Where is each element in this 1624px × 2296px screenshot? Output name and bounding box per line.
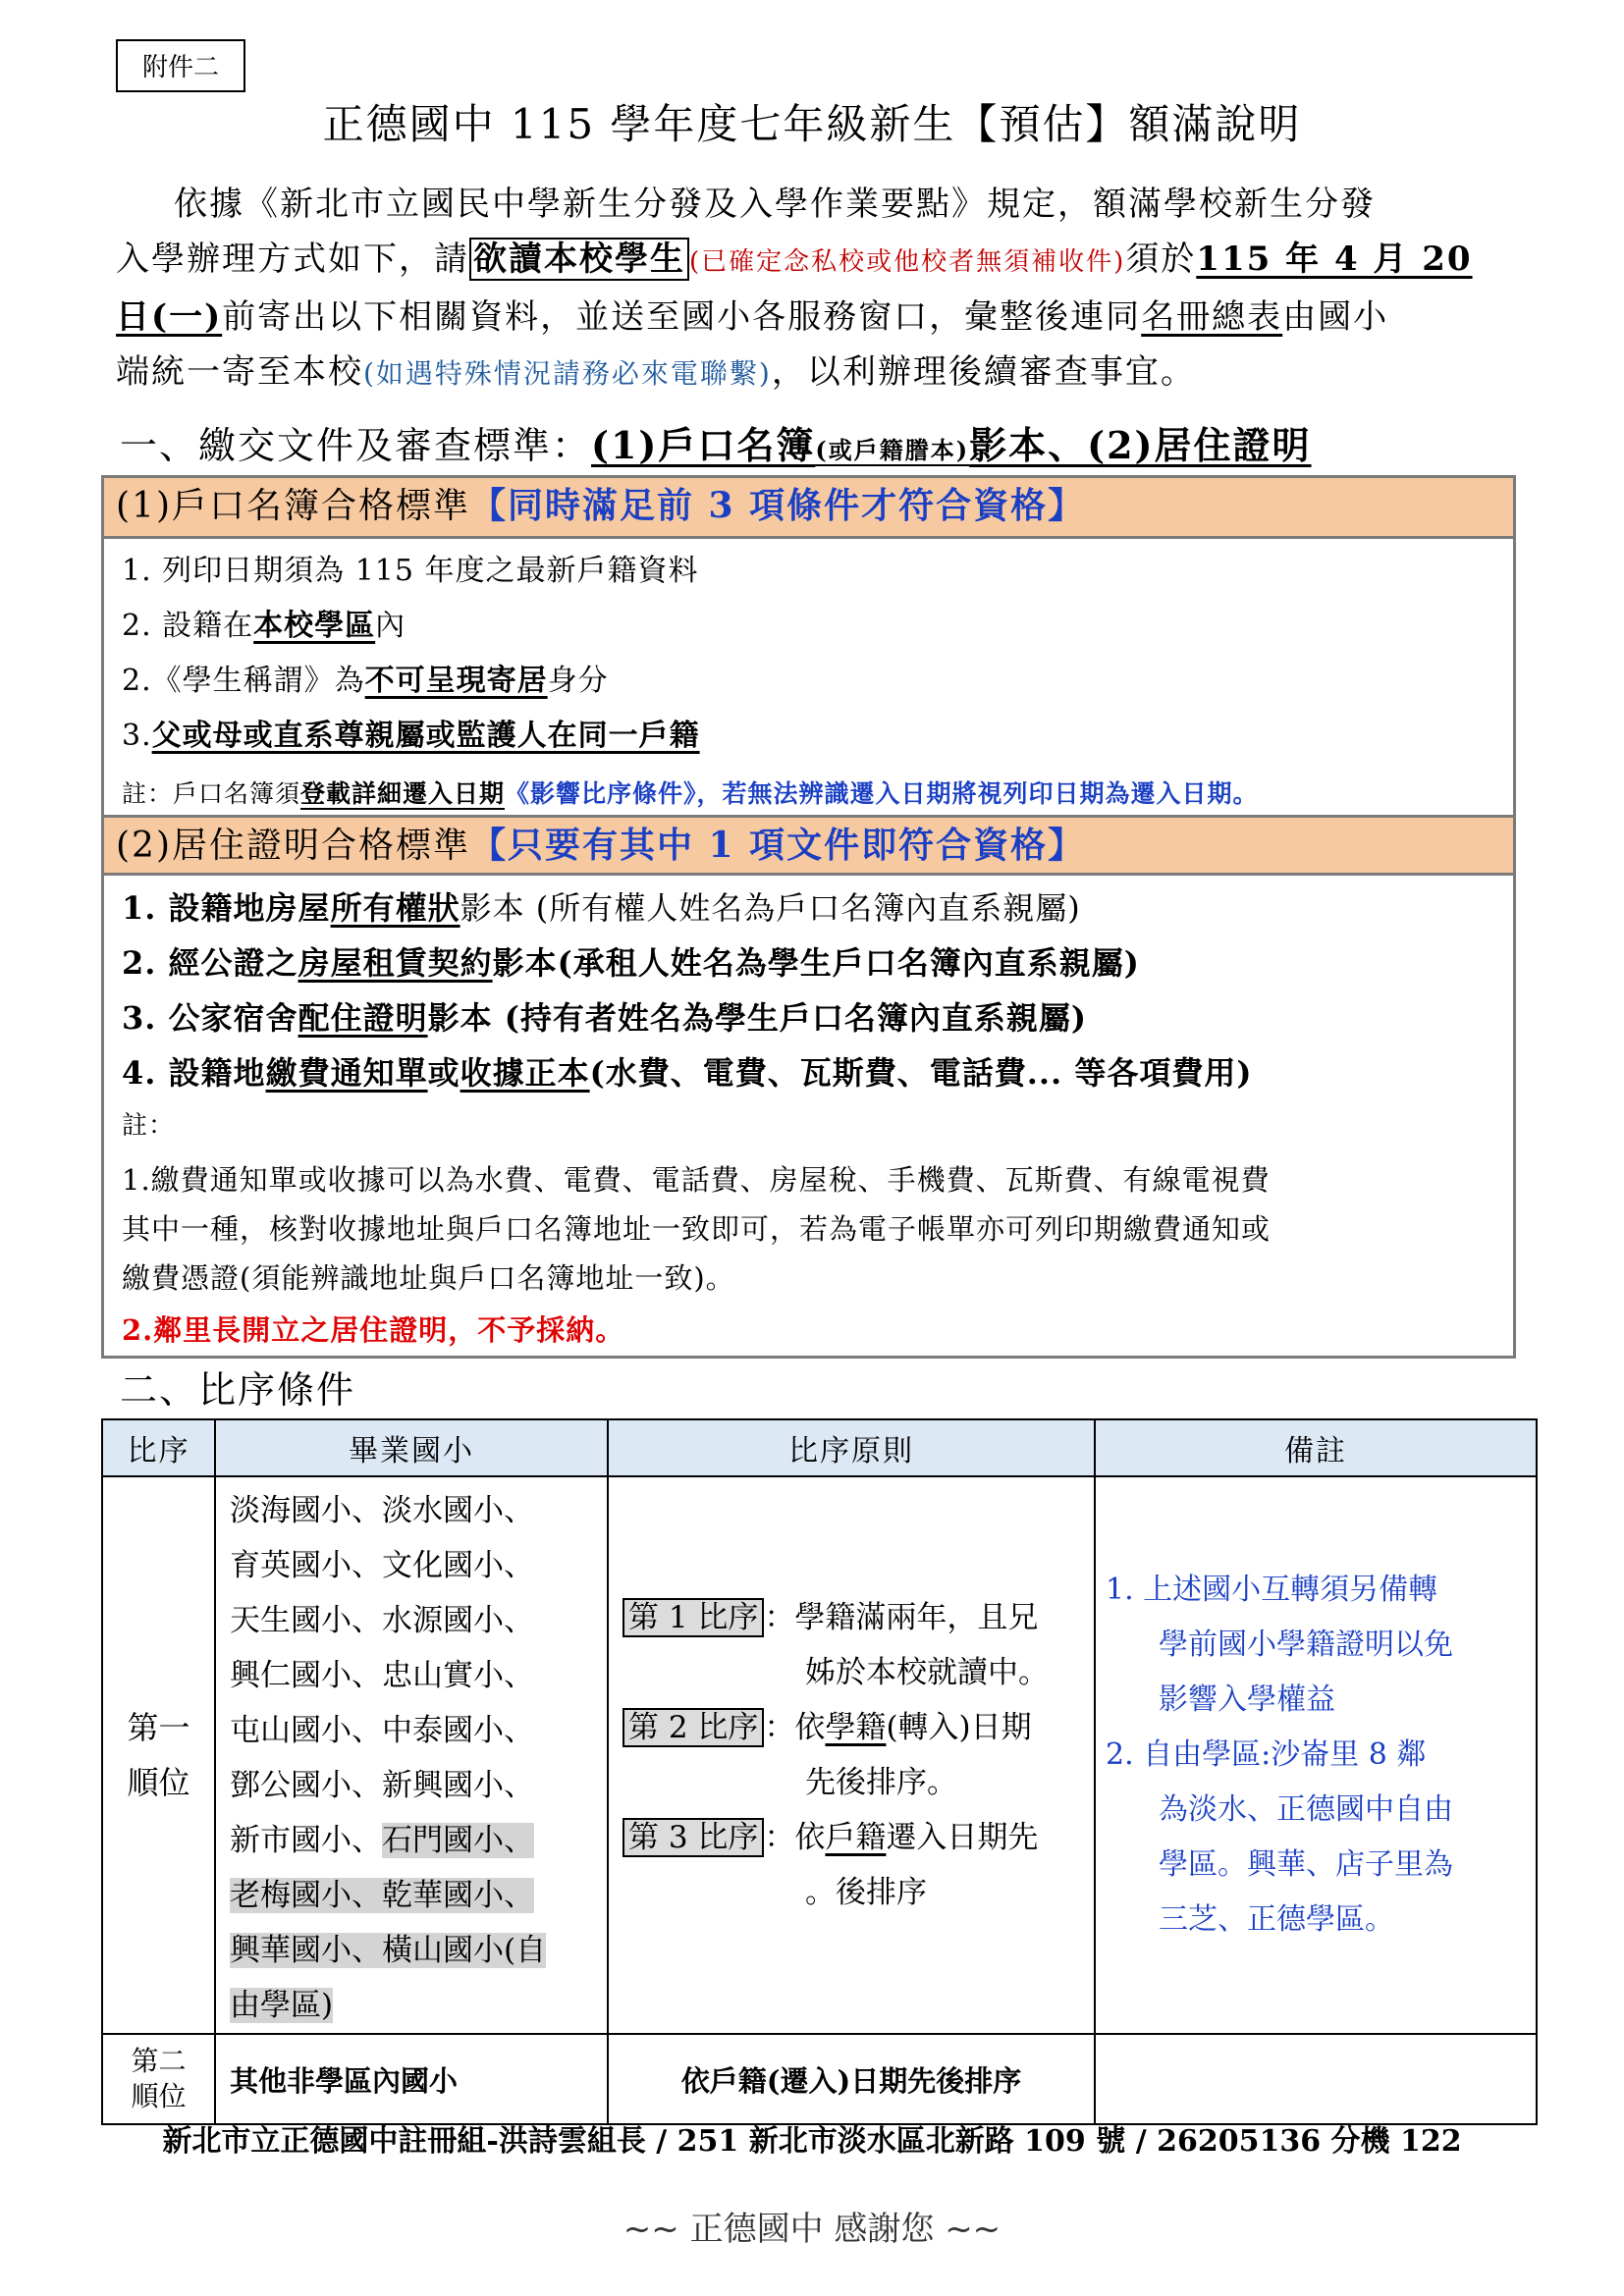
row2-school: 其他非學區內國小 — [215, 2034, 608, 2124]
header-remark: 備註 — [1095, 1419, 1537, 1476]
remark-line: 三芝、正德學區。 — [1159, 1902, 1394, 1937]
rule-2 — [623, 1700, 1093, 1755]
documents-frame — [101, 475, 1516, 1359]
household-band-condition: 【同時滿足前 3 項條件才符合資格】 — [470, 485, 1086, 526]
rank-first — [102, 1476, 215, 2034]
ranking-header-row — [102, 1419, 1537, 1476]
table-row — [102, 2034, 1537, 2124]
rank-first-line1: 第一 — [127, 1709, 190, 1746]
intro-paragraph — [116, 177, 1524, 401]
household-item-2a: 2. 設籍在 — [122, 609, 254, 643]
header-rank: 比序 — [102, 1419, 215, 1476]
household-item-3 — [122, 662, 609, 701]
rule-3-text-b: 遷入日期先 — [886, 1820, 1039, 1855]
residence-item-2a: 2. 經公證之 — [122, 944, 298, 982]
residence-item-2b: 影本(承租人姓名為學生戶口名簿內直系親屬) — [492, 944, 1140, 982]
school-line: 屯山國小、中泰國小、 — [230, 1713, 534, 1748]
rank-second-line2: 順位 — [131, 2080, 187, 2112]
household-item-3a: 2.《學生稱謂》為 — [122, 664, 365, 698]
household-item-2-underline: 本校學區 — [253, 609, 376, 643]
school-line-7a: 新市國小、 — [230, 1823, 382, 1858]
thanks-line: ~~ 正德國中 感謝您 ~~ — [623, 2210, 1001, 2249]
intended-students-box: 欲讀本校學生 — [469, 238, 689, 281]
residence-note1-line1: 1.繳費通知單或收據可以為水費、電費、電話費、房屋稅、手機費、瓦斯費、有線電視費 — [122, 1163, 1271, 1197]
table-row — [102, 1476, 1537, 2034]
household-item-4 — [122, 717, 700, 756]
school-line: 鄧公國小、新興國小、 — [230, 1768, 534, 1803]
remark-line: 2. 自由學區:沙崙里 8 鄰 — [1106, 1737, 1427, 1772]
rule-3 — [623, 1810, 1093, 1865]
residence-note1-line3: 繳費憑證(須能辨識地址與戶口名簿地址一致)。 — [122, 1261, 735, 1295]
header-school: 畢業國小 — [215, 1419, 608, 1476]
intro-line4a: 端統一寄至本校 — [116, 352, 363, 392]
residence-item-4-underline-1: 繳費通知單 — [265, 1054, 428, 1092]
remark-line: 學前國小學籍證明以免 — [1159, 1628, 1453, 1662]
deadline-weekday: 日(一) — [116, 297, 223, 337]
household-note — [122, 774, 1259, 814]
residence-item-4a: 4. 設籍地 — [122, 1054, 266, 1092]
remark-line: 為淡水、正德國中自由 — [1159, 1792, 1453, 1827]
roster-summary: 名冊總表 — [1141, 297, 1283, 337]
deadline-date: 115 年 4 月 20 — [1196, 240, 1473, 279]
residence-item-3b: 影本 (持有者姓名為學生戶口名簿內直系親屬) — [427, 999, 1088, 1037]
intro-line3a: 前寄出以下相關資料，並送至國小各服務窗口，彙整後連同 — [222, 297, 1142, 337]
rule-3-text-a: ：依 — [764, 1820, 826, 1855]
section2-heading: 二、比序條件 — [120, 1368, 356, 1412]
remark-line: 1. 上述國小互轉須另備轉 — [1106, 1573, 1438, 1607]
residence-item-1a: 1. 設籍地房屋 — [122, 889, 331, 927]
household-note-underline: 登載詳細遷入日期 — [300, 779, 506, 808]
rule-2-text-b: (轉入)日期 — [886, 1710, 1032, 1745]
rule-2-text-cont: 先後排序。 — [805, 1765, 957, 1800]
section1-heading — [120, 416, 1312, 480]
attachment-label: 附件二 — [116, 39, 245, 92]
school-line: 淡海國小、淡水國小、 — [230, 1493, 534, 1528]
residence-item-4-underline-2: 收據正本 — [460, 1054, 590, 1092]
rank-second-line1: 第二 — [131, 2045, 187, 2077]
intro-line3b: 由國小 — [1282, 297, 1389, 337]
residence-item-1 — [122, 888, 1081, 928]
section1-heading-b: (1)戶口名簿 — [591, 423, 816, 467]
rank-first-line2: 順位 — [127, 1764, 190, 1801]
section1-heading-small: (或戶籍謄本) — [815, 436, 970, 464]
household-item-2 — [122, 607, 406, 646]
household-item-4-num: 3. — [122, 719, 152, 753]
household-note-blue: 《影響比序條件》，若無法辨識遷入日期將視列印日期為遷入日期。 — [505, 779, 1259, 808]
rule-2-label: 第 2 比序 — [623, 1708, 764, 1747]
household-item-4-underline: 父或母或直系尊親屬或監護人在同一戶籍 — [151, 719, 700, 753]
household-item-3b: 身分 — [547, 664, 609, 698]
residence-band-label: (2)居住證明合格標準 — [116, 826, 470, 866]
intro-line2a: 入學辦理方式如下，請 — [116, 240, 469, 279]
row2-remark — [1095, 2034, 1537, 2124]
residence-item-3-underline: 配住證明 — [298, 999, 428, 1037]
residence-item-1b: 影本 (所有權人姓名為戶口名簿內直系親屬) — [460, 889, 1081, 927]
residence-item-2 — [122, 943, 1140, 983]
household-band-label: (1)戶口名簿合格標準 — [116, 486, 470, 526]
remark-line: 影響入學權益 — [1159, 1682, 1335, 1717]
remark-line: 學區。興華、店子里為 — [1159, 1847, 1453, 1882]
residence-item-2-underline: 房屋租賃契約 — [298, 944, 493, 982]
residence-note2: 2.鄰里長開立之居住證明，不予採納。 — [122, 1313, 625, 1347]
intro-blue-note: (如遇特殊情況請務必來電聯繫) — [363, 357, 772, 390]
free-zone-school: 老梅國小、乾華國小、 — [230, 1878, 534, 1913]
residence-band-condition: 【只要有其中 1 項文件即符合資格】 — [470, 825, 1086, 866]
rule-3-label: 第 3 比序 — [623, 1818, 764, 1857]
rule-1 — [623, 1590, 1093, 1645]
residence-item-3 — [122, 998, 1087, 1038]
school-line: 天生國小、水源國小、 — [230, 1603, 534, 1638]
household-note-a: 註：戶口名簿須 — [122, 779, 301, 808]
rule-1-text: ：學籍滿兩年，且兄 — [764, 1600, 1039, 1635]
intro-line1: 依據《新北市立國民中學新生分發及入學作業要點》規定，額滿學校新生分發 — [174, 185, 1376, 224]
school-line — [230, 1813, 607, 1868]
section1-heading-c: 影本、(2)居住證明 — [969, 423, 1312, 467]
residence-band — [104, 815, 1513, 876]
rule-2-text-a: ：依 — [764, 1710, 826, 1745]
contact-footer: 新北市立正德國中註冊組-洪詩雲組長 / 251 新北市淡水區北新路 109 號 / 26205136 分機 122 — [162, 2124, 1462, 2159]
school-line: 育英國小、文化國小、 — [230, 1548, 534, 1583]
page-title: 正德國中 115 學年度七年級新生【預估】額滿說明 — [322, 100, 1302, 148]
household-band — [104, 478, 1513, 539]
school-list — [215, 1476, 608, 2034]
rule-list — [608, 1476, 1095, 2034]
remarks-list — [1095, 1476, 1537, 2034]
household-item-1: 1. 列印日期須為 115 年度之最新戶籍資料 — [122, 554, 699, 588]
school-line: 興仁國小、忠山實小、 — [230, 1658, 534, 1693]
rule-2-underline: 學籍 — [825, 1710, 887, 1745]
rule-3-text-cont: 。後排序 — [805, 1875, 927, 1910]
rank-second — [102, 2034, 215, 2124]
section1-heading-a: 一、繳交文件及審查標準： — [120, 424, 592, 467]
free-zone-school: 興華國小、橫山國小(自 — [230, 1933, 547, 1968]
rule-1-label: 第 1 比序 — [623, 1598, 764, 1637]
rule-3-underline: 戶籍 — [825, 1820, 887, 1855]
free-zone-school: 石門國小、 — [382, 1823, 534, 1858]
residence-note1-line2: 其中一種，核對收據地址與戶口名簿地址一致即可，若為電子帳單亦可列印期繳費通知或 — [122, 1212, 1272, 1246]
residence-item-4-mid: 或 — [427, 1054, 460, 1092]
residence-note-heading: 註： — [122, 1111, 176, 1141]
intro-line2b: 須於 — [1125, 240, 1197, 279]
free-zone-school: 由學區) — [230, 1988, 334, 2023]
header-rule: 比序原則 — [608, 1419, 1095, 1476]
residence-item-3a: 3. 公家宿舍 — [122, 999, 298, 1037]
residence-item-1-underline: 所有權狀 — [330, 889, 460, 927]
household-item-3-underline: 不可呈現寄居 — [364, 664, 548, 698]
rule-1-text-cont: 姊於本校就讀中。 — [805, 1655, 1049, 1690]
intro-red-note: (已確定念私校或他校者無須補收件) — [689, 247, 1126, 277]
residence-item-4b: (水費、電費、瓦斯費、電話費... 等各項費用) — [589, 1054, 1253, 1092]
intro-line4b: ，以利辦理後續審查事宜。 — [771, 352, 1196, 392]
household-item-2b: 內 — [375, 609, 406, 643]
row2-rule: 依戶籍(遷入)日期先後排序 — [608, 2034, 1095, 2124]
residence-item-4 — [122, 1053, 1252, 1093]
ranking-table — [101, 1418, 1538, 2125]
